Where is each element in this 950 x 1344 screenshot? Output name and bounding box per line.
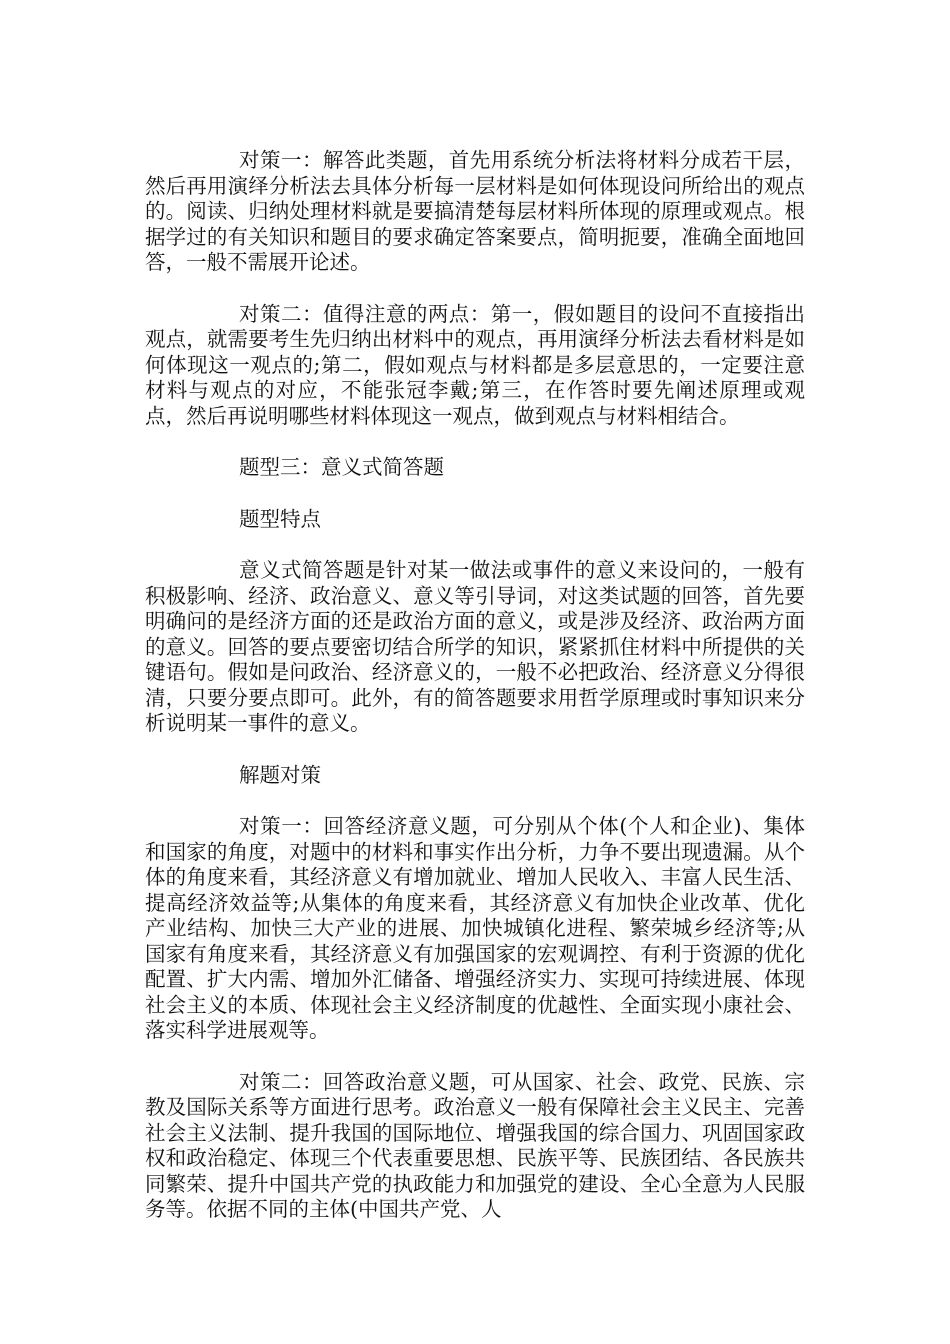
- heading-question-type-three: 题型三：意义式简答题: [239, 455, 444, 479]
- heading-solution-strategies: 解题对策: [239, 762, 321, 787]
- paragraph-features-description: 意义式简答题是针对某一做法或事件的意义来设问的，一般有积极影响、经济、政治意义、意义等引导词，对这类试题的回答，首先要明确问的是经济方面的还是政治方面的意义，或是涉及经济、政治两方面的意义。回答的要点要密切结合所学的知识，紧紧抓住材料中所提供的关键语句。假如是问政治、经济意义的，一般不必把政治、经济意义分得很清，只要分要点即可。此外，有的简答题要求用哲学原理或时事知识来分析说明某一事件的意义。: [145, 558, 805, 735]
- document-body: [145, 148, 805, 1249]
- paragraph-political-significance: 对策二：回答政治意义题，可从国家、社会、政党、民族、宗教及国际关系等方面进行思考。政治意义一般有保障社会主义民主、完善社会主义法制、提升我国的国际地位、增强我国的综合国力、巩固国家政权和政治稳定、体现三个代表重要思想、民族平等、民族团结、各民族共同繁荣、提升中国共产党的执政能力和加强党的建设、全心全意为人民服务等。依据不同的主体(中国共产党、人: [145, 1069, 805, 1221]
- paragraph-strategy-two: 对策二：值得注意的两点：第一，假如题目的设问不直接指出观点，就需要考生先归纳出材料中的观点，再用演绎分析法去看材料是如何体现这一观点的;第二，假如观点与材料都是多层意思的，一定要注意材料与观点的对应，不能张冠李戴;第三，在作答时要先阐述原理或观点，然后再说明哪些材料体现这一观点，做到观点与材料相结合。: [145, 301, 805, 428]
- paragraph-economic-significance: 对策一：回答经济意义题，可分别从个体(个人和企业)、集体和国家的角度，对题中的材料和事实作出分析，力争不要出现遗漏。从个体的角度来看，其经济意义有增加就业、增加人民收入、丰富人民生活、提高经济效益等;从集体的角度来看，其经济意义有加快企业改革、优化产业结构、加快三大产业的进展、加快城镇化进程、繁荣城乡经济等;从国家有角度来看，其经济意义有加强国家的宏观调控、有利于资源的优化配置、扩大内需、增加外汇储备、增强经济实力、实现可持续进展、体现社会主义的本质、体现社会主义经济制度的优越性、全面实现小康社会、落实科学进展观等。: [145, 814, 805, 1042]
- heading-question-features: 题型特点: [239, 506, 321, 531]
- paragraph-strategy-one: 对策一：解答此类题，首先用系统分析法将材料分成若干层，然后再用演绎分析法去具体分析每一层材料是如何体现设问所给出的观点的。阅读、归纳处理材料就是要搞清楚每层材料所体现的原理或观点。根据学过的有关知识和题目的要求确定答案要点，简明扼要，准确全面地回答，一般不需展开论述。: [145, 148, 805, 274]
